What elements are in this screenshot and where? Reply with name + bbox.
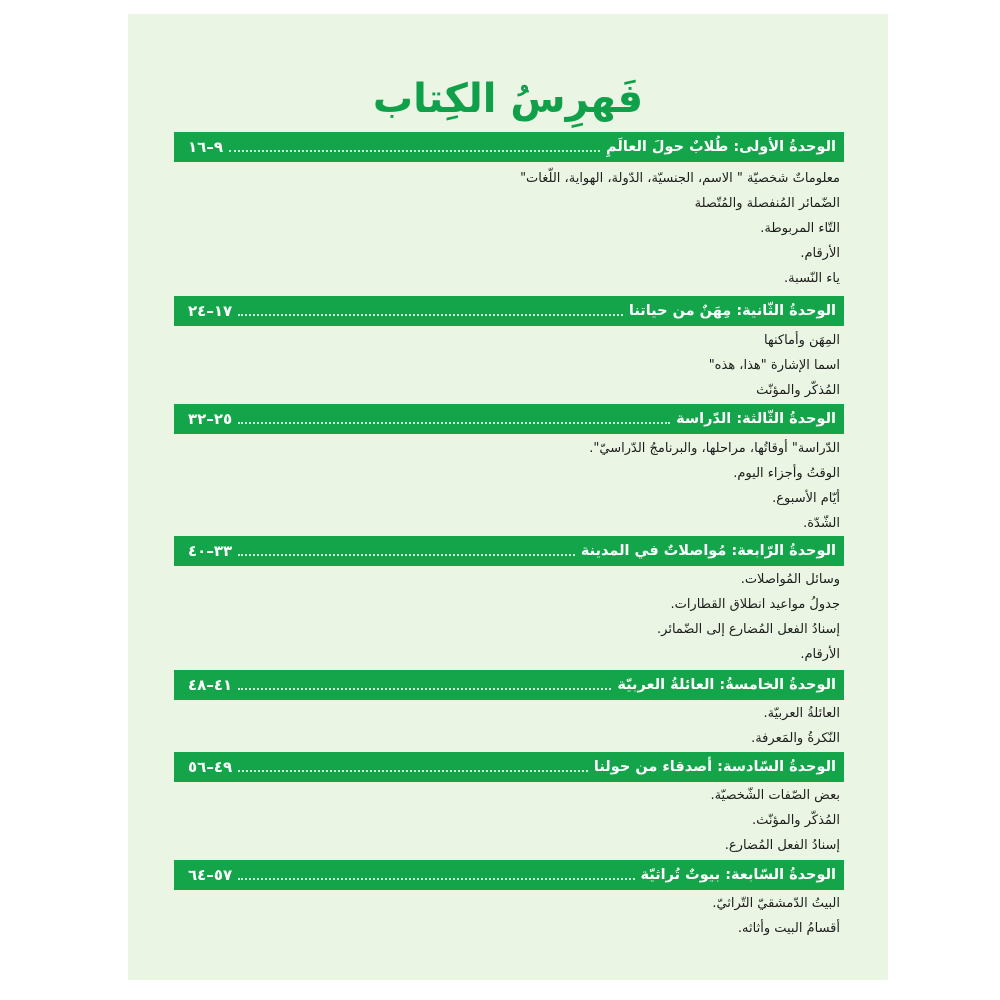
list-item: العائلةُ العربيّة. xyxy=(763,706,840,721)
list-item: جدولُ مواعيد انطلاق القطارات. xyxy=(670,597,840,612)
unit-items xyxy=(174,567,840,667)
unit-header xyxy=(174,752,844,782)
list-item: الدّراسة" أوقاتُها، مراحلها، والبرنامجُ الدّراسيّ". xyxy=(589,441,840,456)
unit-pages: ٤١–٤٨ xyxy=(188,676,233,694)
list-item: وسائل المُواصلات. xyxy=(740,572,840,587)
list-item: إسنادُ الفعل المُضارع إلى الضّمائر. xyxy=(657,622,840,637)
unit-title: الوحدةُ الثّالثة: الدّراسة xyxy=(676,411,836,427)
unit-title: الوحدةُ الخامسةُ: العائلةُ العربيّة xyxy=(617,677,836,693)
unit-header xyxy=(174,536,844,566)
unit-items xyxy=(174,328,840,403)
unit-items xyxy=(174,436,840,536)
book-page xyxy=(128,14,888,980)
list-item: البيتُ الدّمشقيّ التّراثيّ. xyxy=(712,896,840,911)
list-item: أقسامُ البيت وأثاثه. xyxy=(737,921,840,936)
page-title: فَهرِسُ الكِتاب xyxy=(372,76,644,122)
unit-items xyxy=(174,166,840,291)
list-item: بعض الصّفات الشّخصيّة. xyxy=(710,788,840,803)
unit-pages: ٢٥–٣٢ xyxy=(188,410,233,428)
leader-dots xyxy=(238,422,670,424)
leader-dots xyxy=(229,150,600,152)
leader-dots xyxy=(238,770,588,772)
leader-dots xyxy=(238,878,634,880)
unit-pages: ٣٣–٤٠ xyxy=(188,542,233,560)
list-item: اسما الإشارة "هذا، هذه" xyxy=(708,358,840,373)
unit-title: الوحدةُ السّابعة: بيوتٌ تُراثيّة xyxy=(640,867,836,883)
list-item: الضّمائر المُنفصلة والمُتّصلة xyxy=(694,196,840,211)
unit-title: الوحدةُ السّادسة: أصدقاء من حولنا xyxy=(593,759,836,775)
unit-title: الوحدةُ الرّابعة: مُواصلاتٌ في المدينة xyxy=(580,543,836,559)
list-item: النّكرةُ والمَعرفة. xyxy=(751,731,840,746)
list-item: المُذكّر والمؤنّث xyxy=(756,383,840,398)
unit-header xyxy=(174,132,844,162)
unit-pages: ١٧–٢٤ xyxy=(188,302,233,320)
unit-header xyxy=(174,404,844,434)
unit-items xyxy=(174,891,840,941)
list-item: الشّدّة. xyxy=(803,516,840,531)
unit-pages: ٥٧–٦٤ xyxy=(188,866,233,884)
leader-dots xyxy=(238,314,623,316)
list-item: الأرقام. xyxy=(800,246,840,261)
list-item: الأرقام. xyxy=(800,647,840,662)
list-item: ياء النّسبة. xyxy=(784,271,840,286)
unit-items xyxy=(174,783,840,858)
unit-pages: ٤٩–٥٦ xyxy=(188,758,233,776)
unit-header xyxy=(174,860,844,890)
list-item: أيّام الأسبوع. xyxy=(772,491,840,506)
unit-header xyxy=(174,296,844,326)
list-item: معلوماتٌ شخصيّة " الاسم، الجنسيّة، الدّولة، الهواية، اللّغات" xyxy=(520,171,840,186)
unit-header xyxy=(174,670,844,700)
list-item: إسنادُ الفعل المُضارع. xyxy=(724,838,840,853)
unit-title: الوحدةُ الأولى: طُلابٌ حولَ العالَمِ xyxy=(606,139,836,155)
unit-title: الوحدةُ الثّانية: مِهَنٌ من حياتنا xyxy=(628,303,836,319)
list-item: التّاء المربوطة. xyxy=(760,221,840,236)
unit-pages: ٩–١٦ xyxy=(188,138,223,156)
leader-dots xyxy=(238,688,611,690)
list-item: المُذكّر والمؤنّث. xyxy=(751,813,840,828)
leader-dots xyxy=(238,554,575,556)
unit-items xyxy=(174,701,840,751)
list-item: المِهَن وأماكنها xyxy=(764,333,840,348)
list-item: الوقتُ وأجزاء اليوم. xyxy=(733,466,840,481)
